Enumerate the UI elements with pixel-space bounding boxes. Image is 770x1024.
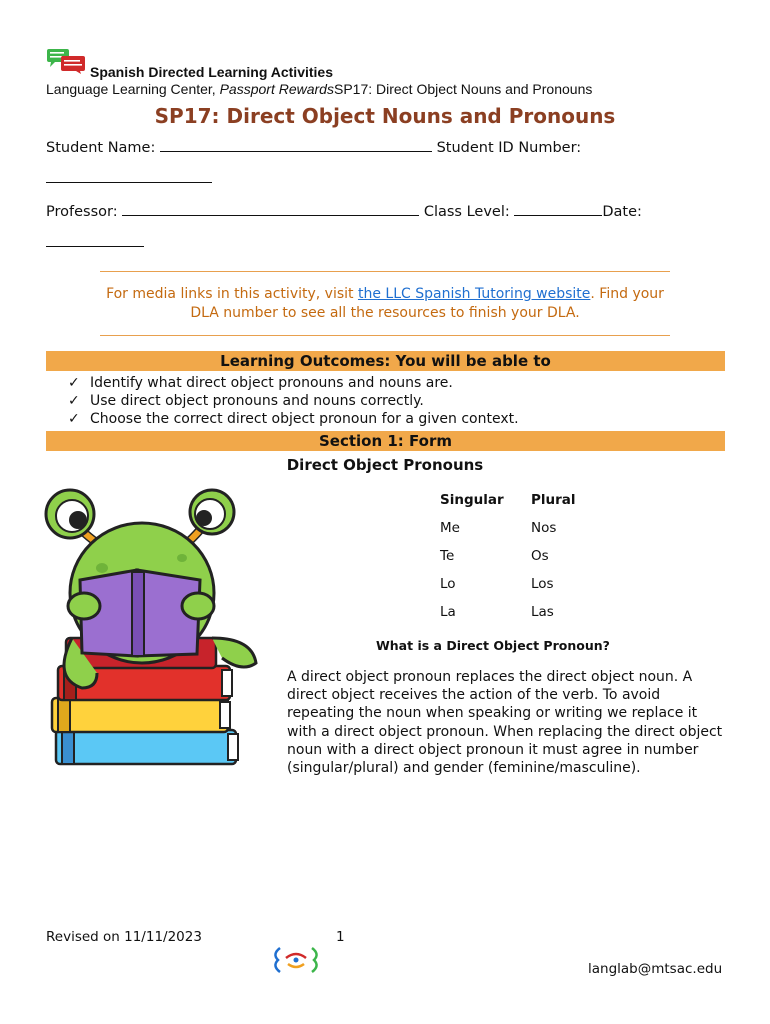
table-cell: Los <box>531 576 554 592</box>
class-level-field[interactable] <box>514 214 602 216</box>
monster-reading-on-books-icon <box>42 488 264 770</box>
list-item: ✓ Identify what direct object pronouns and nouns are. <box>68 375 453 391</box>
chat-bubbles-icon <box>46 48 86 74</box>
media-links-note: For media links in this activity, visit the LLC Spanish Tutoring website. Find your DLA number to see all the resources to finish your DLA. <box>100 271 670 336</box>
table-cell: La <box>440 604 456 620</box>
contact-email: langlab@mtsac.edu <box>588 961 723 977</box>
student-id-field[interactable] <box>46 182 212 183</box>
table-header-plural: Plural <box>531 492 576 508</box>
revised-date: Revised on 11/11/2023 <box>46 929 202 945</box>
section-1-heading: Section 1: Form <box>46 431 725 451</box>
learning-outcomes-heading: Learning Outcomes: You will be able to <box>46 351 725 371</box>
student-name-label: Student Name: <box>46 140 156 156</box>
page-title: SP17: Direct Object Nouns and Pronouns <box>154 104 616 128</box>
table-cell: Os <box>531 548 549 564</box>
llc-logo-icon <box>270 944 322 976</box>
outcomes-list <box>68 374 519 428</box>
page-number: 1 <box>336 929 345 945</box>
table-cell: Me <box>440 520 460 536</box>
table-cell: Te <box>440 548 455 564</box>
date-field[interactable] <box>46 246 144 247</box>
check-icon: ✓ <box>68 393 80 409</box>
list-item: ✓ Choose the correct direct object pronoun for a given context. <box>68 411 519 427</box>
definition-paragraph: A direct object pronoun replaces the direct object noun. A direct object receives the action of the verb. To avoid repeating the noun when speaking or writing we replace it with a direct object pronoun. When replacing the direct object noun with a direct object pronoun it must agree in number (singular/plural) and gender (feminine/masculine). <box>287 669 723 777</box>
table-cell: Lo <box>440 576 456 592</box>
question-heading: What is a Direct Object Pronoun? <box>376 638 610 653</box>
date-label: Date: <box>602 204 642 220</box>
section-subheading: Direct Object Pronouns <box>286 456 484 474</box>
professor-row <box>46 204 642 220</box>
check-icon: ✓ <box>68 375 80 391</box>
header-subtitle: Language Learning Center, Passport RewardsSP17: Direct Object Nouns and Pronouns <box>46 81 593 97</box>
list-item: ✓ Use direct object pronouns and nouns correctly. <box>68 393 424 409</box>
professor-label: Professor: <box>46 204 118 220</box>
student-id-label: Student ID Number: <box>436 140 582 156</box>
student-name-row <box>46 140 581 156</box>
table-cell: Las <box>531 604 554 620</box>
class-level-label: Class Level: <box>423 204 510 220</box>
table-header-singular: Singular <box>440 492 504 508</box>
professor-field[interactable] <box>122 214 419 216</box>
check-icon: ✓ <box>68 411 80 427</box>
llc-tutoring-link[interactable]: the LLC Spanish Tutoring website <box>357 286 591 302</box>
student-name-field[interactable] <box>160 150 432 152</box>
table-cell: Nos <box>531 520 557 536</box>
header-program-title: Spanish Directed Learning Activities <box>90 64 333 80</box>
